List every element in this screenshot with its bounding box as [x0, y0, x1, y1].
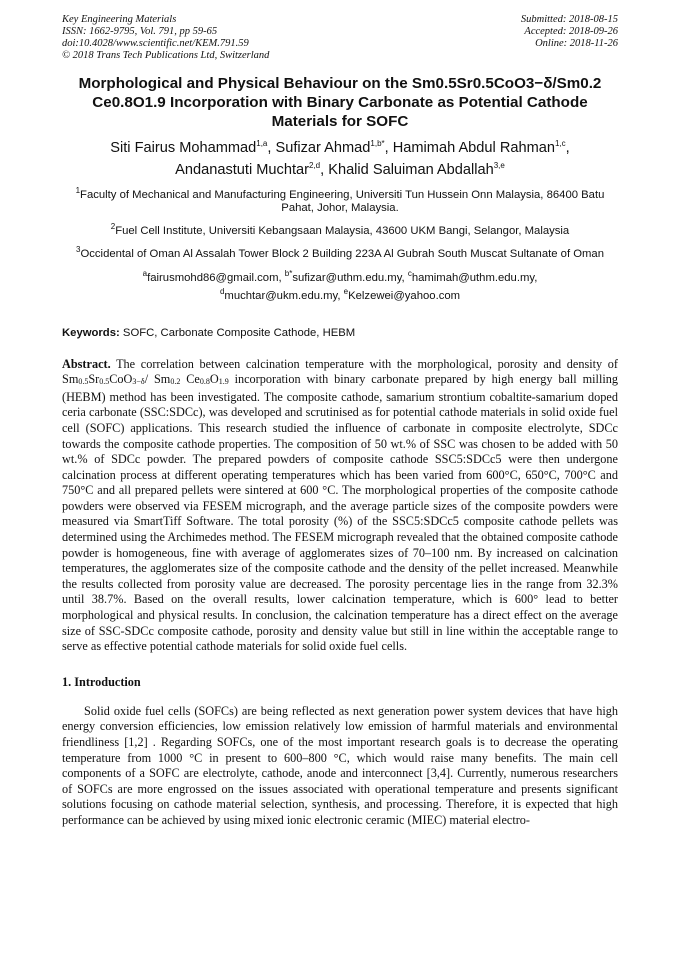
- journal-name: Key Engineering Materials: [62, 14, 177, 25]
- abstract-text: O: [209, 372, 219, 387]
- formula-subscript: 1.9: [218, 377, 229, 387]
- author-sep: ,: [384, 139, 393, 156]
- affiliation: [62, 220, 618, 238]
- email-link[interactable]: muchtar@ukm.edu.my,: [224, 289, 344, 302]
- abstract-text: / Sm: [144, 372, 171, 387]
- section-heading: 1. Introduction: [62, 674, 141, 689]
- affiliation-sup: 1: [75, 185, 81, 195]
- email-sup: a: [142, 269, 148, 279]
- accepted-date: Accepted: 2018-09-26: [524, 26, 618, 37]
- journal-header: [62, 14, 618, 62]
- email-list: [62, 267, 618, 303]
- email-link[interactable]: fairusmohd86@gmail.com,: [147, 271, 285, 284]
- author-line: [62, 135, 618, 157]
- author-name: Siti Fairus Mohammad: [110, 139, 257, 156]
- keywords-text: SOFC, Carbonate Composite Cathode, HEBM: [119, 326, 356, 339]
- formula-subscript: 3−δ: [132, 377, 145, 387]
- affiliation-text: Fuel Cell Institute, Universiti Kebangsaan Malaysia, 43600 UKM Bangi, Selangor, Malaysia: [115, 225, 570, 238]
- author-list: [62, 135, 618, 179]
- author-sep: ,: [320, 161, 329, 178]
- online-date: Online: 2018-11-26: [535, 38, 618, 49]
- affiliation-sup: 3: [76, 245, 81, 255]
- author-name: Hamimah Abdul Rahman: [392, 139, 555, 156]
- formula-subscript: 0.5: [99, 377, 110, 387]
- header-right: [521, 14, 618, 62]
- author-sup: 1,c: [554, 139, 566, 148]
- title-line: Materials for SOFC: [271, 113, 409, 130]
- abstract-text: Sr: [88, 372, 100, 387]
- author-sup: 2,d: [308, 160, 321, 170]
- email-line: [62, 285, 618, 303]
- paper-title: [62, 74, 618, 131]
- email-link[interactable]: hamimah@uthm.edu.my,: [411, 271, 538, 284]
- submitted-date: Submitted: 2018-08-15: [520, 14, 618, 25]
- formula-subscript: 0.8: [199, 377, 210, 387]
- keywords: [62, 327, 618, 339]
- copyright: © 2018 Trans Tech Publications Ltd, Switzerland: [62, 50, 270, 61]
- abstract: [62, 357, 618, 655]
- email-sup: e: [343, 286, 349, 296]
- email-sup: d: [219, 286, 225, 296]
- author-sup: 1,a: [256, 139, 268, 148]
- author-sup: 1,b*: [370, 139, 385, 148]
- email-sup: c: [407, 269, 412, 279]
- author-line: [62, 157, 618, 179]
- abstract-text: Ce: [180, 372, 200, 387]
- author-name: Andanastuti Muchtar: [175, 161, 309, 178]
- author-name: Sufizar Ahmad: [275, 139, 371, 156]
- abstract-label: Abstract.: [62, 356, 111, 371]
- introduction-paragraph: Solid oxide fuel cells (SOFCs) are being reflected as next generation power system devices that have high energy conversion efficiencies, low emission relatively low emission of harmful materials and environmental friendliness [1,2] . Regarding SOFCs, one of the most important research goals is to decrease the operating temperature from 1000 °C in present to 600–800 °C, which would raise many benefits. The main cell components of a SOFC are electrolyte, cathode, anode and interconnect [3,4]. Currently, numerous researchers of SOFCs are more engrossed on the issues associated with operational temperature and presents significant solutions focusing on cathode material selection, synthesis, and processing. Therefore, it is expected that high performance can be achieved by using mixed ionic electronic ceramic (MIEC) material electro-: [62, 703, 618, 827]
- issn: ISSN: 1662-9795, Vol. 791, pp 59-65: [62, 26, 218, 37]
- formula-subscript: 0.5: [78, 377, 89, 387]
- affiliation: [62, 184, 618, 216]
- header-left: [62, 14, 269, 62]
- affiliation-text: Faculty of Mechanical and Manufacturing Engineering, Universiti Tun Hussein Onn Malaysia, 86400 Batu Pahat, Johor, Malaysia.: [80, 188, 605, 215]
- title-line: Ce0.8O1.9 Incorporation with Binary Carbonate as Potential Cathode: [92, 94, 588, 111]
- email-link[interactable]: sufizar@uthm.edu.my,: [292, 271, 408, 284]
- abstract-text: incorporation with binary carbonate prepared by high energy ball milling (HEBM) method has been investigated. The composite cathode, samarium strontium cobaltite-samarium doped ceria carbonate (SSC:SDCc), was developed and scrutinised as for potential cathode materials in solid oxide fuel cell (SOFC) applications. This research studied the influence of carbonate in composite electrolyte, SDCc towards the composite cathode properties. The composition of 50 wt.% of SSC was chosen to be added with 50 wt.% of SDCc powder. The prepared powders of composite cathode SSC5:SDCc5 were then undergone calcination process at different operating temperatures which has been varied from 600°C, 650°C, 700°C and 750°C and all prepared pellets were sintered at 600 °C. The morphological properties of the composite cathode powders were observed via FESEM micrograph, and the average particle sizes of the composite powders were measured via SmartTiff Software. The total porosity (%) of the SSC5:SDCc5 composite cathode pellets was determined using the Archimedes method. The FESEM micrograph revealed that the obtained composite cathode powder is homogeneous, fine with average of agglomerates sizes of 70–100 nm. By increased on calcination temperatures, the agglomerates size of the composite cathode and the density of the pellet increased. Meanwhile the results collected from porosity value are decreased. The porosity percentage lies in the range from 32.3% until 38.7%. Based on the overall results, lower calcination temperature, which is 600° lead to better morphological and physical results. In conclusion, the calcination temperature has a direct effect on the average size of SSC-SDCc composite cathode, porosity and density value but still in line within the acceptable range to serve as effective potential cathode materials for solid oxide fuel cells.: [62, 372, 618, 654]
- abstract-text: The correlation between calcination temperature with the morphological, porosity and density of Sm: [62, 356, 618, 387]
- email-line: [62, 267, 618, 285]
- author-sep: ,: [267, 139, 276, 156]
- keywords-label: Keywords:: [62, 326, 120, 339]
- affiliation-text: Occidental of Oman Al Assalah Tower Block 2 Building 223A Al Gubrah South Muscat Sultanate of Oman: [80, 248, 604, 261]
- affiliation-sup: 2: [110, 222, 116, 232]
- author-sep: ,: [565, 139, 570, 156]
- formula-subscript: 0.2: [170, 377, 181, 387]
- affiliation: [62, 243, 618, 261]
- author-sup: 3,e: [493, 160, 505, 170]
- email-sup: b*: [284, 269, 293, 279]
- doi: doi:10.4028/www.scientific.net/KEM.791.59: [62, 38, 249, 49]
- title-line: Morphological and Physical Behaviour on the Sm0.5Sr0.5CoO3−δ/Sm0.2: [78, 75, 602, 92]
- email-link[interactable]: Kelzewei@yahoo.com: [348, 289, 461, 302]
- author-name: Khalid Saluiman Abdallah: [328, 161, 494, 178]
- abstract-text: CoO: [109, 372, 133, 387]
